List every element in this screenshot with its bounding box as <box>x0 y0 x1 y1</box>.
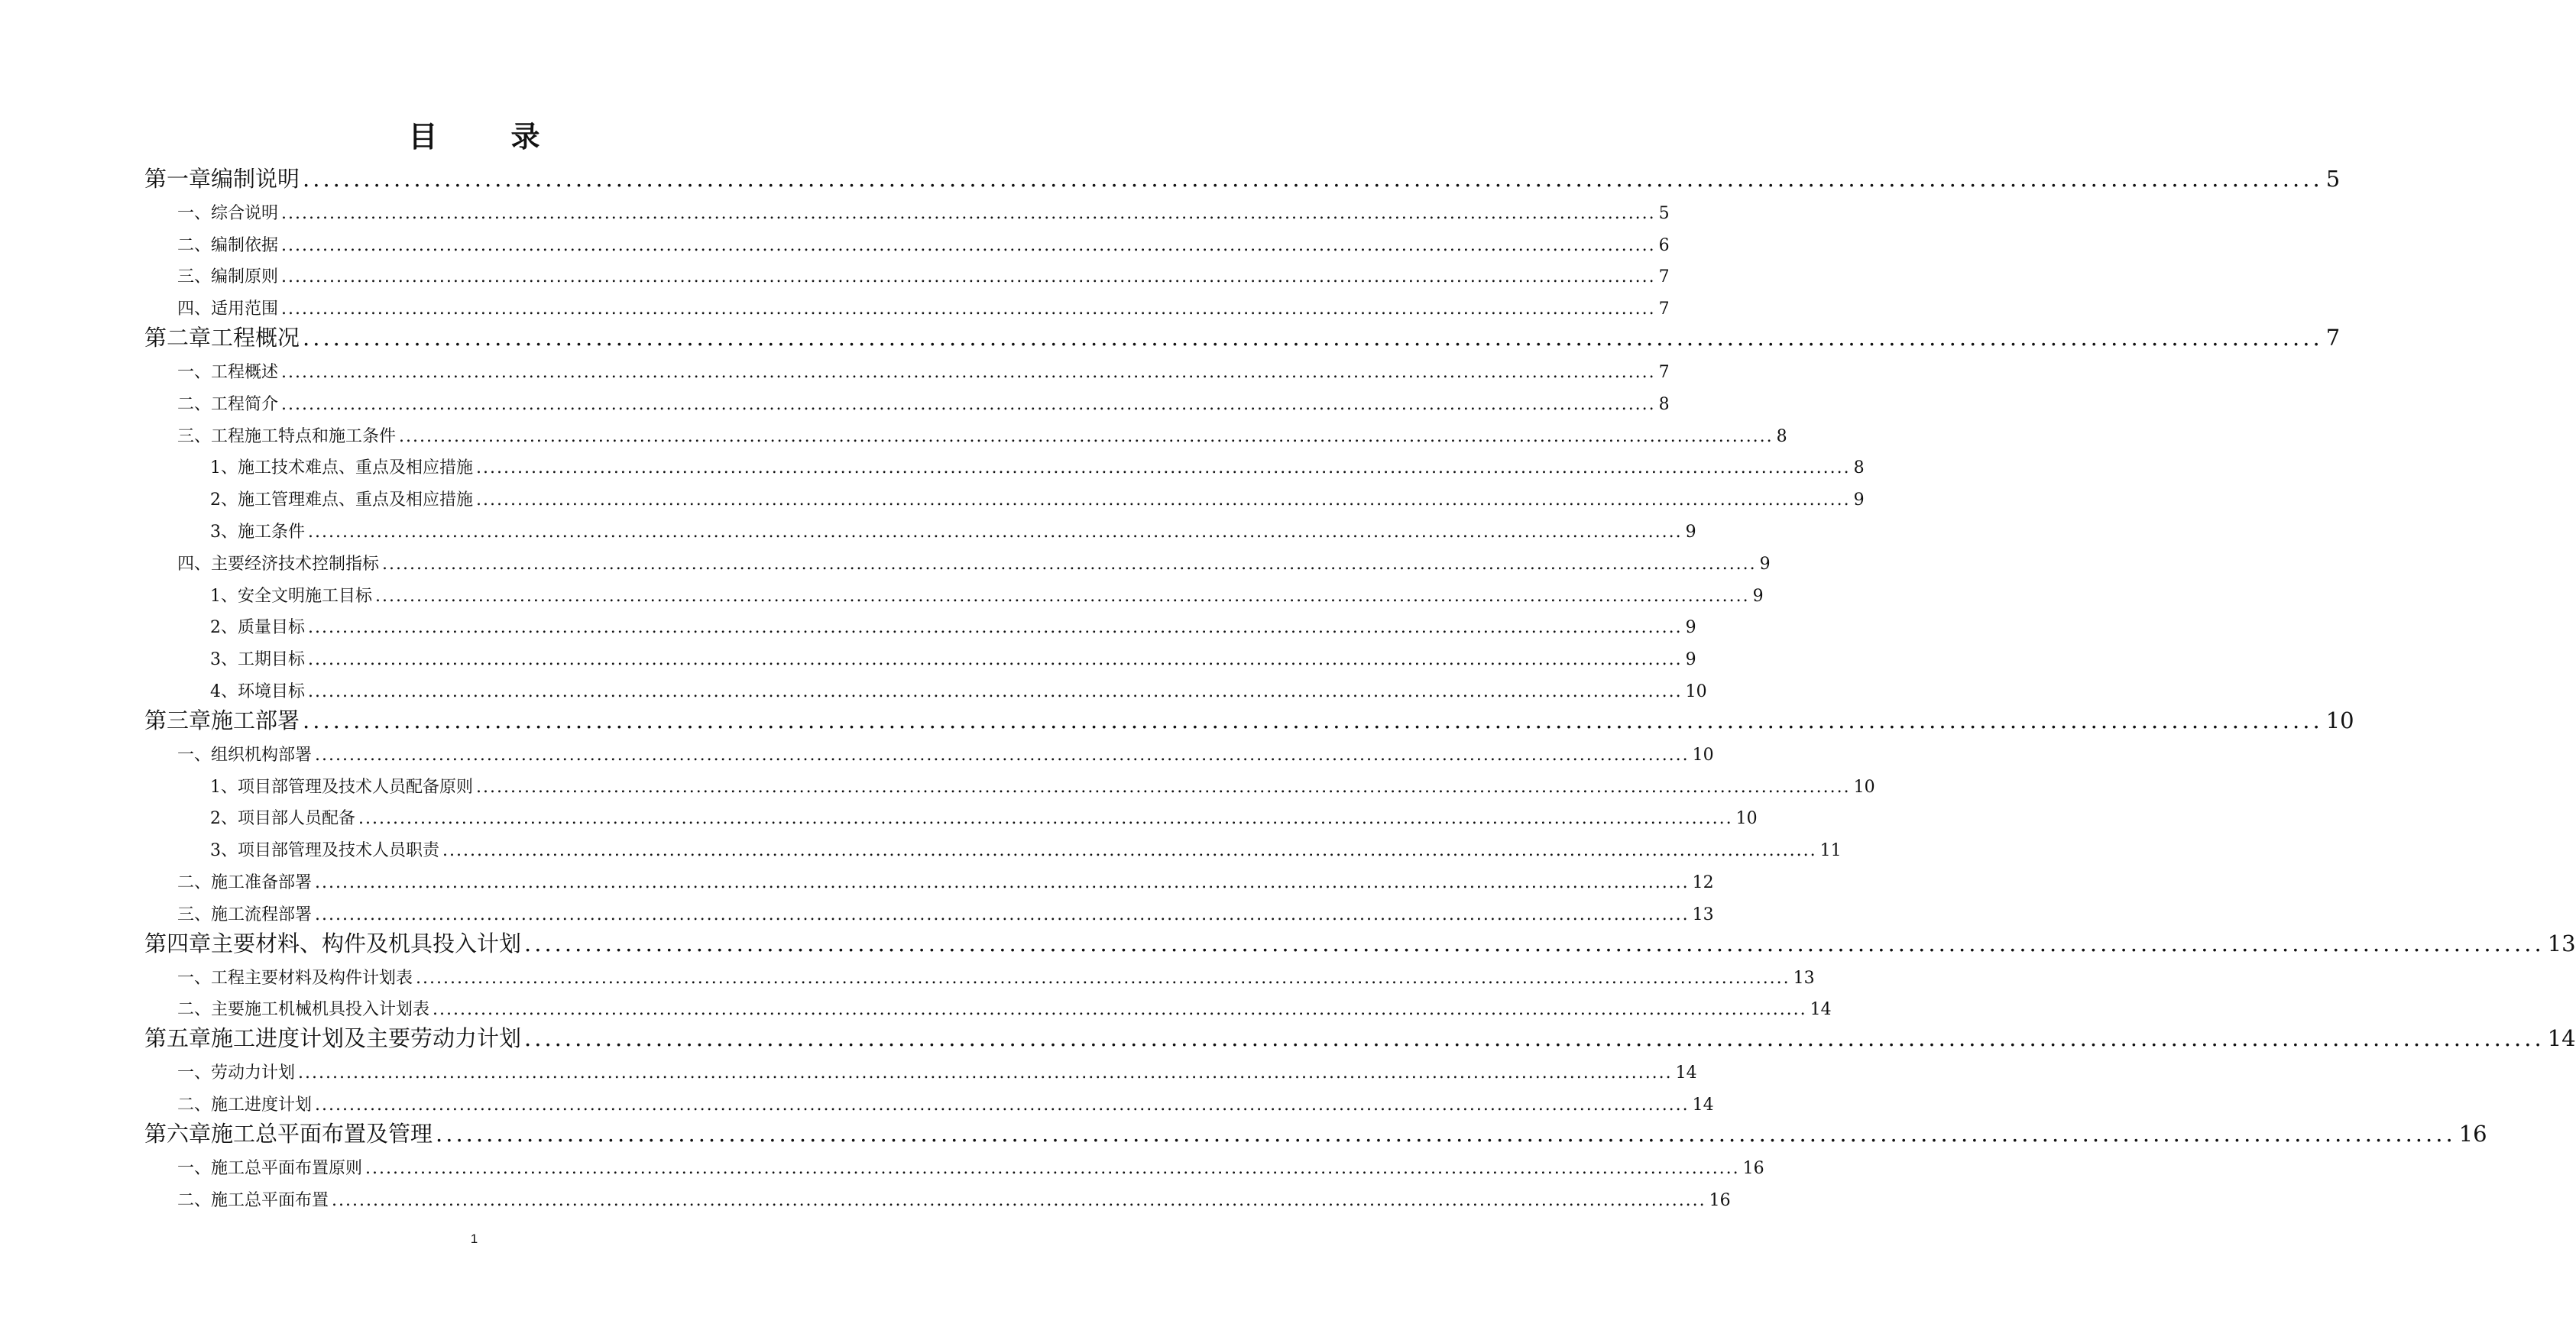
table-of-contents <box>144 165 2576 1215</box>
toc-section-entry[interactable] <box>144 961 1815 993</box>
toc-section-entry[interactable] <box>144 355 1670 387</box>
toc-entry-number: 一、 <box>177 1063 212 1083</box>
toc-section-entry[interactable] <box>144 261 1670 293</box>
toc-entry-label: 3、施工条件 <box>210 522 305 542</box>
toc-dot-leader: ........................................................................................................................................................................................................ <box>476 490 1851 510</box>
toc-entry-label: 主要经济技术控制指标 <box>211 554 380 574</box>
toc-entry-page: 8 <box>1853 458 1865 478</box>
toc-entry-number: 一、 <box>177 968 212 988</box>
toc-dot-leader: ........................................................................................................................................................................................................ <box>303 325 2323 351</box>
toc-subsection-entry[interactable] <box>144 833 1842 866</box>
toc-entry-label: 施工总平面布置原则 <box>211 1158 363 1178</box>
toc-dot-leader: ........................................................................................................................................................................................................ <box>315 745 1690 765</box>
toc-entry-label: 编制依据 <box>211 235 279 255</box>
toc-entry-number: 二、 <box>177 1190 212 1210</box>
toc-dot-leader: ........................................................................................................................................................................................................ <box>281 299 1656 319</box>
toc-entry-label: 施工部署 <box>211 707 300 733</box>
toc-dot-leader: ........................................................................................................................................................................................................ <box>315 1095 1690 1115</box>
toc-entry-page: 5 <box>1658 203 1670 223</box>
toc-dot-leader: ........................................................................................................................................................................................................ <box>442 841 1817 861</box>
toc-entry-number: 一、 <box>177 362 212 382</box>
toc-section-entry[interactable] <box>144 1056 1697 1088</box>
toc-entry-page: 9 <box>1685 618 1696 638</box>
toc-entry-number: 一、 <box>177 745 212 765</box>
toc-section-entry[interactable] <box>144 547 1771 579</box>
toc-entry-label: 4、环境目标 <box>210 681 305 701</box>
toc-entry-number: 三、 <box>177 267 212 287</box>
toc-entry-label: 3、项目部管理及技术人员职责 <box>210 841 439 861</box>
toc-entry-label: 施工进度计划 <box>211 1095 313 1115</box>
toc-entry-number: 二、 <box>177 235 212 255</box>
toc-dot-leader: ........................................................................................................................................................................................................ <box>308 650 1683 670</box>
title-part-2: 录 <box>510 119 540 154</box>
toc-entry-page: 7 <box>1658 267 1670 287</box>
toc-entry-page: 8 <box>1776 426 1787 446</box>
toc-entry-page: 9 <box>1685 522 1696 542</box>
toc-entry-page: 9 <box>1752 586 1764 606</box>
toc-entry-label: 综合说明 <box>211 203 279 223</box>
toc-entry-label: 主要施工机械机具投入计划表 <box>211 1000 430 1020</box>
toc-entry-page: 10 <box>2325 707 2354 733</box>
toc-dot-leader: ........................................................................................................................................................................................................ <box>303 707 2323 733</box>
toc-entry-page: 13 <box>2547 930 2576 956</box>
toc-dot-leader: ........................................................................................................................................................................................................ <box>308 681 1683 701</box>
toc-entry-number: 二、 <box>177 1000 212 1020</box>
toc-dot-leader: ........................................................................................................................................................................................................ <box>308 618 1683 638</box>
toc-dot-leader: ........................................................................................................................................................................................................ <box>375 586 1750 606</box>
toc-subsection-entry[interactable] <box>144 642 1696 675</box>
toc-entry-page: 8 <box>1658 394 1670 414</box>
toc-subsection-entry[interactable] <box>144 611 1696 643</box>
toc-dot-leader: ........................................................................................................................................................................................................ <box>524 930 2545 956</box>
toc-entry-page: 9 <box>1853 490 1865 510</box>
toc-entry-page: 16 <box>1742 1158 1764 1178</box>
toc-section-entry[interactable] <box>144 993 1832 1025</box>
toc-chapter-entry[interactable] <box>144 930 2576 961</box>
toc-entry-label: 主要材料、构件及机具投入计划 <box>211 930 522 956</box>
toc-dot-leader: ........................................................................................................................................................................................................ <box>308 522 1683 542</box>
toc-entry-page: 14 <box>2547 1025 2576 1052</box>
toc-entry-label: 工程概述 <box>211 362 279 382</box>
toc-entry-label: 工程简介 <box>211 394 279 414</box>
toc-entry-label: 1、安全文明施工目标 <box>210 586 372 606</box>
toc-section-entry[interactable] <box>144 387 1670 419</box>
toc-chapter-entry[interactable] <box>144 1024 2576 1056</box>
toc-dot-leader: ........................................................................................................................................................................................................ <box>433 1000 1807 1020</box>
toc-entry-number: 第六章 <box>144 1120 212 1147</box>
toc-entry-label: 适用范围 <box>211 299 279 319</box>
toc-entry-number: 第五章 <box>144 1025 212 1052</box>
toc-entry-label: 施工流程部署 <box>211 905 313 924</box>
toc-entry-label: 施工总平面布置及管理 <box>211 1120 433 1147</box>
toc-entry-page: 14 <box>1675 1063 1697 1083</box>
toc-dot-leader: ........................................................................................................................................................................................................ <box>281 362 1656 382</box>
toc-entry-page: 7 <box>2325 325 2341 351</box>
toc-entry-page: 14 <box>1810 1000 1832 1020</box>
toc-dot-leader: ........................................................................................................................................................................................................ <box>281 203 1656 223</box>
toc-entry-number: 第三章 <box>144 707 212 733</box>
toc-dot-leader: ........................................................................................................................................................................................................ <box>476 458 1851 478</box>
toc-entry-label: 编制说明 <box>211 166 300 192</box>
toc-dot-leader: ........................................................................................................................................................................................................ <box>315 872 1690 892</box>
toc-entry-page: 13 <box>1793 968 1815 988</box>
toc-entry-page: 5 <box>2325 166 2341 192</box>
toc-subsection-entry[interactable] <box>144 675 1707 707</box>
toc-section-entry[interactable] <box>144 419 1787 452</box>
toc-entry-label: 1、施工技术难点、重点及相应措施 <box>210 458 473 478</box>
toc-section-entry[interactable] <box>144 738 1714 770</box>
toc-subsection-entry[interactable] <box>144 452 1865 484</box>
toc-subsection-entry[interactable] <box>144 515 1696 547</box>
toc-entry-number: 第二章 <box>144 325 212 351</box>
toc-entry-number: 二、 <box>177 1095 212 1115</box>
toc-entry-page: 10 <box>1853 777 1875 797</box>
toc-entry-page: 9 <box>1685 650 1696 670</box>
toc-chapter-entry[interactable] <box>144 165 2341 196</box>
toc-entry-page: 13 <box>1692 905 1714 924</box>
toc-entry-label: 1、项目部管理及技术人员配备原则 <box>210 777 473 797</box>
toc-entry-number: 三、 <box>177 905 212 924</box>
toc-entry-number: 一、 <box>177 203 212 223</box>
toc-entry-page: 14 <box>1692 1095 1714 1115</box>
toc-subsection-entry[interactable] <box>144 802 1758 834</box>
toc-section-entry[interactable] <box>144 1088 1714 1120</box>
toc-entry-label: 工程概况 <box>211 325 300 351</box>
toc-section-entry[interactable] <box>144 292 1670 324</box>
toc-entry-page: 11 <box>1819 841 1842 861</box>
toc-entry-number: 三、 <box>177 426 212 446</box>
page-title <box>0 118 948 155</box>
toc-entry-label: 施工准备部署 <box>211 872 313 892</box>
toc-section-entry[interactable] <box>144 898 1714 930</box>
toc-subsection-entry[interactable] <box>144 579 1764 611</box>
title-part-1: 目 <box>408 119 438 154</box>
toc-section-entry[interactable] <box>144 1151 1764 1183</box>
toc-entry-number: 第四章 <box>144 930 212 956</box>
toc-entry-number: 二、 <box>177 394 212 414</box>
toc-dot-leader: ........................................................................................................................................................................................................ <box>524 1025 2545 1052</box>
toc-dot-leader: ........................................................................................................................................................................................................ <box>399 426 1774 446</box>
toc-dot-leader: ........................................................................................................................................................................................................ <box>365 1158 1740 1178</box>
toc-dot-leader: ........................................................................................................................................................................................................ <box>281 267 1656 287</box>
toc-entry-label: 编制原则 <box>211 267 279 287</box>
toc-chapter-entry[interactable] <box>144 324 2341 355</box>
toc-section-entry[interactable] <box>144 228 1670 261</box>
toc-dot-leader: ........................................................................................................................................................................................................ <box>315 905 1690 924</box>
toc-entry-label: 施工总平面布置 <box>211 1190 329 1210</box>
toc-entry-page: 10 <box>1692 745 1714 765</box>
toc-entry-page: 16 <box>2458 1120 2487 1147</box>
toc-subsection-entry[interactable] <box>144 770 1875 802</box>
toc-entry-label: 施工进度计划及主要劳动力计划 <box>211 1025 522 1052</box>
toc-entry-number: 四、 <box>177 299 212 319</box>
toc-entry-number: 第一章 <box>144 166 212 192</box>
toc-dot-leader: ........................................................................................................................................................................................................ <box>281 235 1656 255</box>
toc-entry-number: 一、 <box>177 1158 212 1178</box>
toc-chapter-entry[interactable] <box>144 1120 2487 1151</box>
toc-dot-leader: ........................................................................................................................................................................................................ <box>436 1120 2456 1147</box>
toc-entry-number: 四、 <box>177 554 212 574</box>
toc-dot-leader: ........................................................................................................................................................................................................ <box>298 1063 1673 1083</box>
toc-entry-page: 7 <box>1658 299 1670 319</box>
toc-entry-number: 二、 <box>177 872 212 892</box>
toc-dot-leader: ........................................................................................................................................................................................................ <box>382 554 1757 574</box>
toc-dot-leader: ........................................................................................................................................................................................................ <box>332 1190 1706 1210</box>
toc-entry-page: 10 <box>1685 681 1707 701</box>
toc-entry-label: 劳动力计划 <box>211 1063 296 1083</box>
toc-dot-leader: ........................................................................................................................................................................................................ <box>476 777 1851 797</box>
toc-entry-page: 9 <box>1759 554 1771 574</box>
toc-entry-page: 7 <box>1658 362 1670 382</box>
toc-subsection-entry[interactable] <box>144 483 1865 515</box>
toc-entry-label: 组织机构部署 <box>211 745 313 765</box>
toc-entry-label: 工程施工特点和施工条件 <box>211 426 397 446</box>
toc-dot-leader: ........................................................................................................................................................................................................ <box>303 166 2323 192</box>
toc-section-entry[interactable] <box>144 1183 1731 1215</box>
toc-entry-page: 6 <box>1658 235 1670 255</box>
toc-entry-label: 工程主要材料及构件计划表 <box>211 968 413 988</box>
toc-dot-leader: ........................................................................................................................................................................................................ <box>358 809 1733 829</box>
toc-entry-label: 2、质量目标 <box>210 618 305 638</box>
toc-entry-label: 2、施工管理难点、重点及相应措施 <box>210 490 473 510</box>
toc-section-entry[interactable] <box>144 866 1714 898</box>
toc-entry-page: 10 <box>1735 809 1758 829</box>
toc-chapter-entry[interactable] <box>144 707 2354 738</box>
toc-entry-label: 3、工期目标 <box>210 650 305 670</box>
page-number: 1 <box>470 1232 478 1246</box>
toc-entry-label: 2、项目部人员配备 <box>210 809 355 829</box>
toc-entry-page: 16 <box>1709 1190 1731 1210</box>
toc-entry-page: 12 <box>1692 872 1714 892</box>
toc-dot-leader: ........................................................................................................................................................................................................ <box>281 394 1656 414</box>
toc-dot-leader: ........................................................................................................................................................................................................ <box>416 968 1790 988</box>
toc-section-entry[interactable] <box>144 196 1670 228</box>
